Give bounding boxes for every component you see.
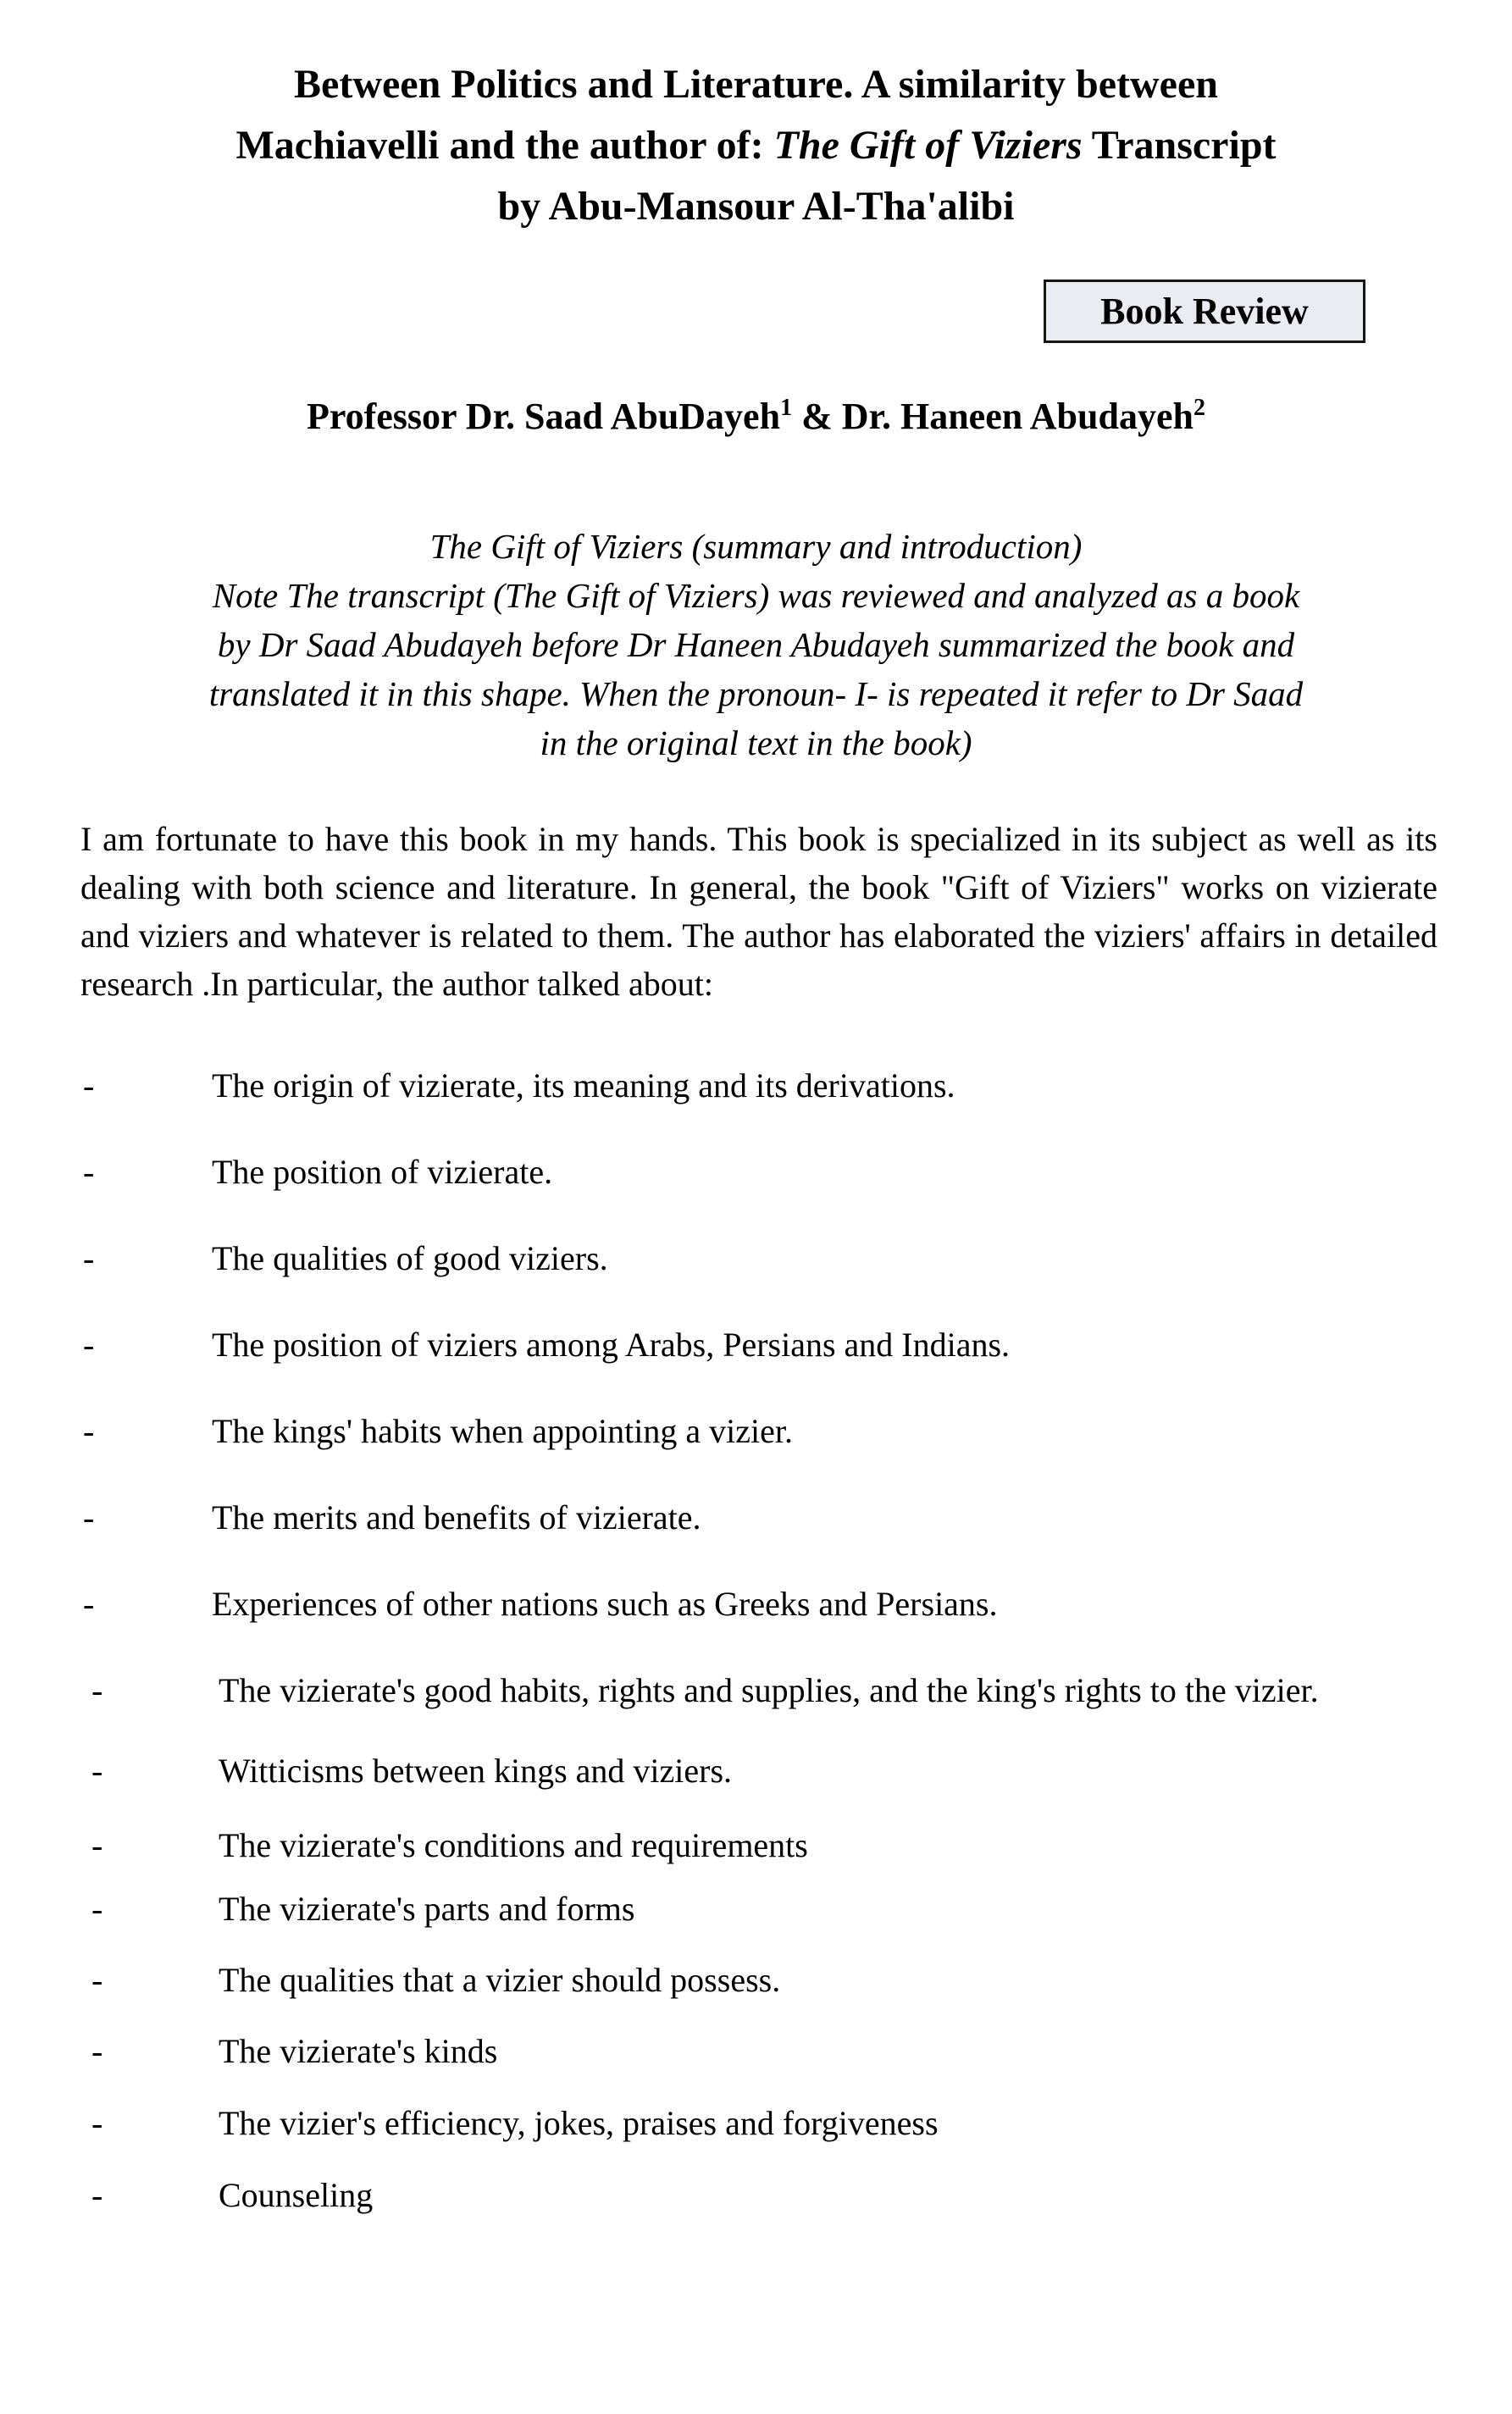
- intro-paragraph: I am fortunate to have this book in my hands. This book is specialized in its subject as well as its dealing with both science and literature. In general, the book "Gift of Viziers" works on vizierate and viziers and whatever is related to them. The author has elaborated the viziers' affairs in detailed research .In particular, the author talked about:: [80, 820, 1437, 1003]
- note-line: by Dr Saad Abudayeh before Dr Haneen Abudayeh summarized the book and: [217, 625, 1295, 664]
- list-item: [80, 1580, 1437, 1628]
- note-line: The Gift of Viziers (summary and introduction): [429, 527, 1083, 566]
- bullet-dash: -: [91, 2032, 103, 2070]
- list-item-text: The position of vizierate.: [212, 1153, 553, 1191]
- book-review-badge-label: Book Review: [1100, 291, 1309, 332]
- bullet-dash: -: [91, 1671, 103, 1709]
- author-2-affiliation-superscript: 2: [1193, 395, 1205, 421]
- list-item-text: The origin of vizierate, its meaning and its derivations.: [212, 1066, 955, 1105]
- note-line: in the original text in the book): [540, 723, 972, 762]
- list-item: [80, 1747, 1437, 1795]
- bullet-dash: -: [91, 1890, 103, 1928]
- bullet-dash: -: [83, 1239, 95, 1277]
- author-2-name: & Dr. Haneen Abudayeh: [792, 396, 1194, 437]
- list-item-text: The qualities of good viziers.: [212, 1239, 608, 1277]
- bullet-dash: -: [83, 1326, 95, 1364]
- bullet-dash: -: [83, 1412, 95, 1450]
- summary-note: [0, 522, 1512, 767]
- bullet-dash: -: [83, 1066, 95, 1105]
- list-item: [80, 2027, 1437, 2075]
- author-1-affiliation-superscript: 1: [780, 395, 793, 421]
- list-item: [80, 1666, 1437, 1714]
- list-item-text: The merits and benefits of vizierate.: [212, 1498, 701, 1536]
- list-item-text: Counseling: [219, 2176, 374, 2214]
- title-line-2-prefix: Machiavelli and the author of:: [235, 123, 774, 168]
- list-item: [80, 2171, 1437, 2219]
- list-item-text: The qualities that a vizier should possess.: [219, 1961, 781, 1999]
- list-item: [80, 1148, 1437, 1196]
- bullet-dash: -: [83, 1153, 95, 1191]
- title-line-3: by Abu-Mansour Al-Tha'alibi: [497, 184, 1015, 229]
- note-line: translated it in this shape. When the pronoun- I- is repeated it refer to Dr Saad: [208, 674, 1304, 713]
- list-item-text: The vizierate's parts and forms: [219, 1890, 635, 1928]
- document-title: [0, 54, 1512, 237]
- list-item: [80, 1493, 1437, 1542]
- list-item-text: Witticisms between kings and viziers.: [219, 1752, 733, 1790]
- topics-list: [80, 1061, 1437, 2219]
- authors-line: [0, 393, 1512, 440]
- title-book-name: The Gift of Viziers: [773, 123, 1083, 168]
- list-item-text: The kings' habits when appointing a vizier.: [212, 1412, 793, 1450]
- list-item-text: Experiences of other nations such as Greeks and Persians.: [212, 1585, 998, 1623]
- bullet-dash: -: [91, 1752, 103, 1790]
- author-1-name: Professor Dr. Saad AbuDayeh: [307, 396, 781, 437]
- list-item-text: The position of viziers among Arabs, Persians and Indians.: [212, 1326, 1011, 1364]
- list-item: [80, 2099, 1437, 2147]
- bullet-dash: -: [83, 1498, 95, 1536]
- title-line-1: Between Politics and Literature. A similarity between: [294, 62, 1218, 107]
- list-item-text: The vizierate's good habits, rights and supplies, and the king's rights to the vizier.: [219, 1671, 1319, 1709]
- list-item: [80, 1956, 1437, 2004]
- list-item: [80, 1885, 1437, 1933]
- list-item: [80, 1061, 1437, 1110]
- note-line: Note The transcript (The Gift of Viziers) was reviewed and analyzed as a book: [212, 576, 1300, 615]
- bullet-dash: -: [91, 2176, 103, 2214]
- list-item: [80, 1321, 1437, 1369]
- list-item: [80, 1407, 1437, 1455]
- bullet-dash: -: [91, 2104, 103, 2142]
- list-item: [80, 1234, 1437, 1282]
- title-line-2-suffix: Transcript: [1082, 123, 1277, 168]
- bullet-dash: -: [91, 1961, 103, 1999]
- bullet-dash: -: [91, 1826, 103, 1864]
- list-item-text: The vizierate's kinds: [219, 2032, 498, 2070]
- title-line-2: [0, 115, 1512, 176]
- list-item-text: The vizierate's conditions and requirements: [219, 1826, 808, 1864]
- list-item-text: The vizier's efficiency, jokes, praises and forgiveness: [219, 2104, 939, 2142]
- book-review-badge: [1044, 280, 1365, 343]
- list-item: [80, 1821, 1437, 1869]
- bullet-dash: -: [83, 1585, 95, 1623]
